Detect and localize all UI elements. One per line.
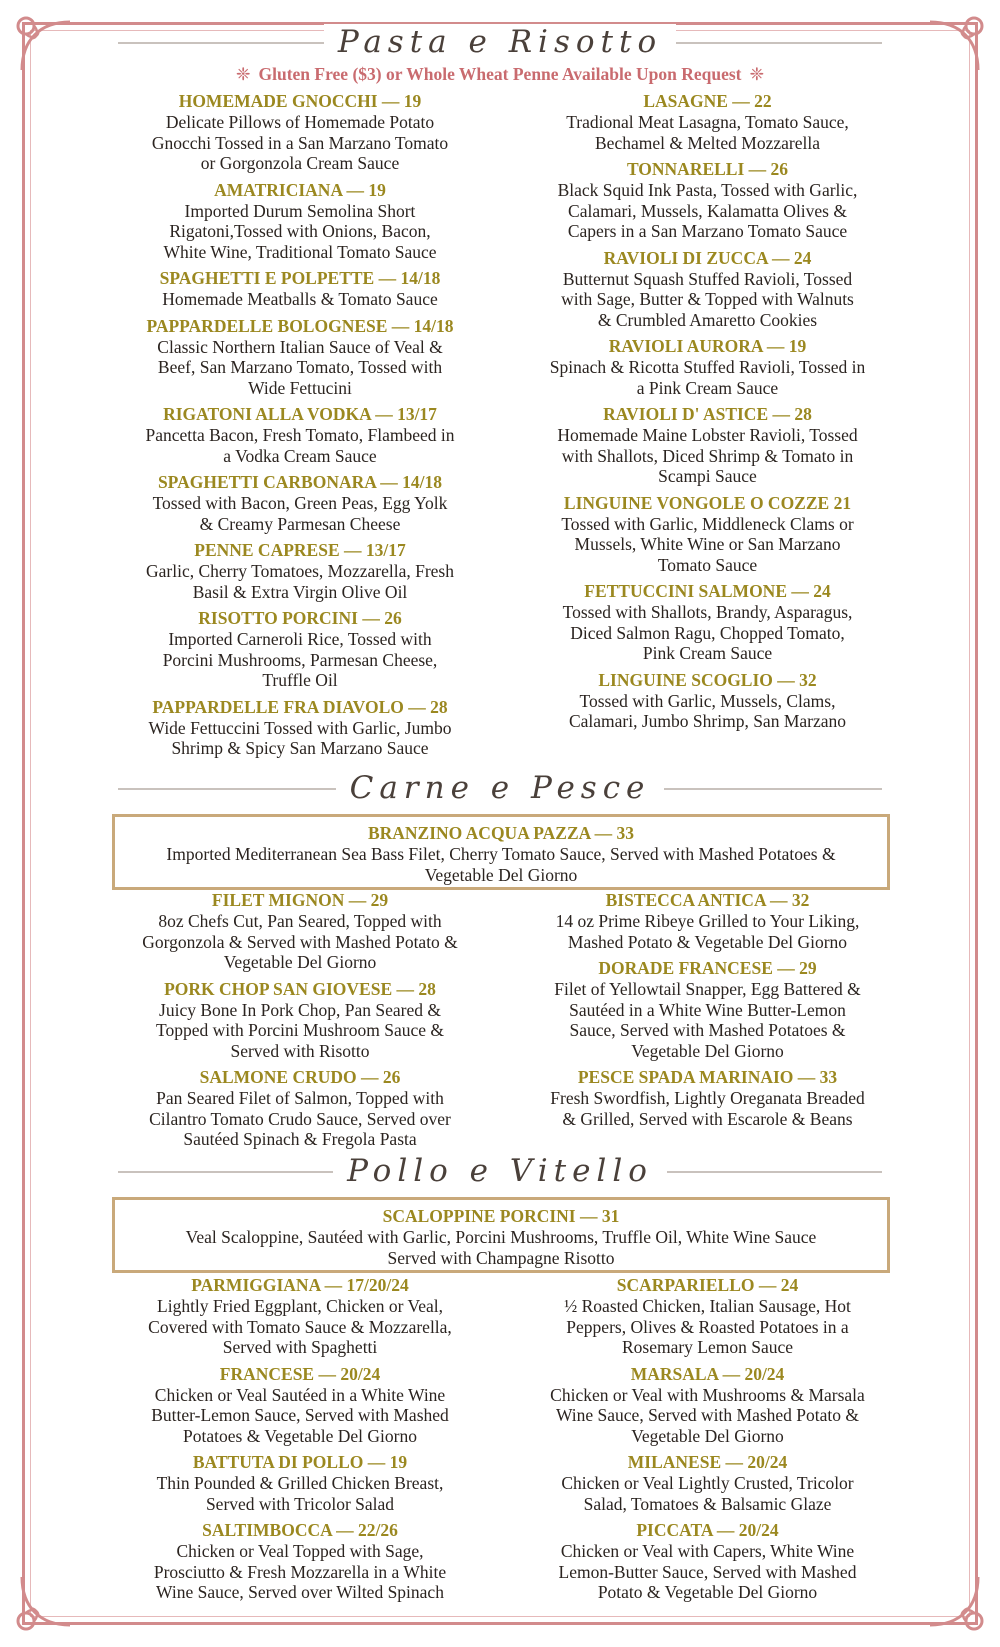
- menu-item: [110, 1067, 490, 1150]
- menu-item: [520, 404, 895, 487]
- item-name: RIGATONI ALLA VODKA — 13/17: [163, 404, 437, 424]
- menu-item: [110, 979, 490, 1062]
- item-desc-line: Veal Scaloppine, Sautéed with Garlic, Porcini Mushrooms, Truffle Oil, White Wine Sauce: [185, 1227, 817, 1247]
- item-desc-line: Homemade Maine Lobster Ravioli, Tossed: [557, 425, 858, 445]
- section-title-pasta: [0, 24, 1000, 60]
- item-desc-line: Topped with Porcini Mushroom Sauce &: [156, 1020, 444, 1040]
- item-name: FETTUCCINI SALMONE — 24: [584, 581, 831, 601]
- item-desc-line: Tossed with Bacon, Green Peas, Egg Yolk: [152, 493, 448, 513]
- item-name: SALMONE CRUDO — 26: [199, 1067, 401, 1087]
- menu-item: [110, 268, 490, 310]
- item-desc-line: Classic Northern Italian Sauce of Veal &: [157, 336, 443, 357]
- menu-item: [520, 890, 895, 952]
- item-desc-line: Wine Sauce, Served over Wilted Spinach: [156, 1582, 444, 1602]
- pollo-left-column: [110, 1275, 490, 1603]
- menu-item: [520, 1067, 895, 1129]
- item-desc-line: Gnocchi Tossed in a San Marzano Tomato: [151, 132, 449, 153]
- menu-item: [110, 91, 490, 174]
- item-name: SPAGHETTI CARBONARA — 14/18: [157, 472, 443, 492]
- carne-left-column: [110, 890, 490, 1150]
- item-desc-line: Peppers, Olives & Roasted Potatoes in a: [566, 1316, 849, 1337]
- item-desc-line: Tossed with Garlic, Mussels, Clams,: [579, 690, 836, 711]
- item-name: RAVIOLI AURORA — 19: [608, 336, 807, 356]
- gluten-free-note: ❈ Gluten Free ($3) or Whole Wheat Penne Available Upon Request ❈: [235, 64, 765, 84]
- item-desc-line: Chicken or Veal Lightly Crusted, Tricolor: [561, 1473, 854, 1493]
- item-name: TONNARELLI — 26: [626, 159, 789, 179]
- item-desc-line: with Shallots, Diced Shrimp & Tomato in: [561, 445, 854, 466]
- item-desc-line: Shrimp & Spicy San Marzano Sauce: [171, 738, 429, 758]
- item-desc-line: Calamari, Mussels, Kalamatta Olives &: [568, 200, 847, 221]
- item-desc-line: Served with Tricolor Salad: [205, 1493, 395, 1514]
- item-desc-line: Juicy Bone In Pork Chop, Pan Seared &: [159, 999, 441, 1020]
- item-desc-line: Tradional Meat Lasagna, Tomato Sauce,: [566, 112, 849, 132]
- item-name: PENNE CAPRESE — 13/17: [194, 540, 406, 560]
- item-name: LASAGNE — 22: [643, 91, 772, 111]
- item-desc-line: Calamari, Jumbo Shrimp, San Marzano: [568, 711, 847, 731]
- item-desc-line: & Grilled, Served with Escarole & Beans: [562, 1108, 853, 1129]
- item-name: FRANCESE — 20/24: [219, 1363, 381, 1384]
- item-desc-line: Tomato Sauce: [657, 554, 758, 575]
- pasta-right-column: [520, 91, 895, 732]
- item-desc-line: Sautéed in a White Wine Butter-Lemon: [569, 999, 846, 1020]
- item-desc-line: Filet of Yellowtail Snapper, Egg Battered &: [554, 979, 861, 999]
- item-desc-line: or Gorgonzola Cream Sauce: [200, 153, 400, 173]
- item-desc-line: Wine Sauce, Served with Mashed Potato &: [555, 1405, 860, 1425]
- pasta-left-column: [110, 91, 490, 759]
- item-desc-line: Fresh Swordfish, Lightly Oreganata Breaded: [550, 1088, 865, 1108]
- item-desc-line: Prosciutto & Fresh Mozzarella in a White: [153, 1561, 447, 1582]
- menu-item: [110, 316, 490, 399]
- featured-item: [115, 1200, 887, 1268]
- item-desc-line: Lightly Fried Eggplant, Chicken or Veal,: [157, 1296, 443, 1316]
- menu-item: [110, 608, 490, 691]
- menu-item: [520, 336, 895, 398]
- item-name: AMATRICIANA — 19: [214, 179, 386, 200]
- menu-item: [520, 1520, 895, 1603]
- item-name: BRANZINO ACQUA PAZZA — 33: [367, 823, 635, 843]
- menu-item: [520, 581, 895, 664]
- item-desc-line: Wide Fettucini: [248, 377, 352, 398]
- item-name: FILET MIGNON — 29: [211, 890, 389, 910]
- item-name: SCALOPPINE PORCINI — 31: [382, 1206, 620, 1226]
- item-desc-line: Served with Spaghetti: [222, 1337, 378, 1357]
- item-desc-line: Pink Cream Sauce: [642, 643, 773, 663]
- item-desc-line: Pancetta Bacon, Fresh Tomato, Flambeed in: [145, 425, 455, 445]
- item-desc-line: Garlic, Cherry Tomatoes, Mozzarella, Fresh: [145, 561, 454, 581]
- item-desc-line: Basil & Extra Virgin Olive Oil: [192, 581, 408, 602]
- menu-item: [520, 670, 895, 732]
- item-desc-line: Chicken or Veal with Capers, White Wine: [560, 1541, 855, 1561]
- item-desc-line: Imported Carneroli Rice, Tossed with: [168, 629, 432, 649]
- menu-item: [520, 248, 895, 331]
- menu-item: [520, 493, 895, 576]
- menu-item: [110, 540, 490, 602]
- item-desc-line: with Sage, Butter & Topped with Walnuts: [561, 289, 854, 309]
- menu-item: [110, 697, 490, 759]
- item-desc-line: & Creamy Parmesan Cheese: [199, 513, 401, 534]
- item-desc-line: Gorgonzola & Served with Mashed Potato &: [142, 931, 458, 952]
- item-name: DORADE FRANCESE — 29: [598, 958, 817, 978]
- item-desc-line: Chicken or Veal with Mushrooms & Marsala: [550, 1384, 865, 1405]
- item-desc-line: Thin Pounded & Grilled Chicken Breast,: [156, 1473, 444, 1493]
- item-desc-line: Rigatoni,Tossed with Onions, Bacon,: [169, 221, 431, 241]
- item-desc-line: Homemade Meatballs & Tomato Sauce: [162, 289, 438, 309]
- item-name: MARSALA — 20/24: [630, 1363, 785, 1384]
- item-desc-line: 14 oz Prime Ribeye Grilled to Your Liking,: [555, 911, 860, 931]
- menu-item: [110, 890, 490, 973]
- section-title-text: Carne e Pesce: [336, 770, 665, 806]
- featured-item: [115, 817, 887, 885]
- item-name: PARMIGGIANA — 17/20/24: [191, 1275, 409, 1295]
- section-title-carne: [0, 770, 1000, 806]
- section-title-text: Pasta e Risotto: [324, 24, 676, 60]
- item-desc-line: Porcini Mushrooms, Parmesan Cheese,: [162, 649, 438, 670]
- item-desc-line: Potato & Vegetable Del Giorno: [597, 1582, 818, 1602]
- item-desc-line: Covered with Tomato Sauce & Mozzarella,: [148, 1316, 452, 1337]
- item-name: PESCE SPADA MARINAIO — 33: [577, 1067, 838, 1087]
- item-desc-line: Vegetable Del Giorno: [424, 864, 578, 885]
- menu-item: [110, 180, 490, 263]
- item-desc-line: Rosemary Lemon Sauce: [621, 1337, 794, 1357]
- section-title-pollo: [0, 1153, 1000, 1189]
- menu-item: [520, 1275, 895, 1358]
- item-desc-line: Scampi Sauce: [658, 466, 757, 486]
- item-desc-line: White Wine, Traditional Tomato Sauce: [163, 241, 437, 262]
- menu-item: [110, 1520, 490, 1603]
- item-desc-line: Served with Risotto: [230, 1040, 370, 1061]
- item-desc-line: Chicken or Veal Sautéed in a White Wine: [154, 1384, 446, 1405]
- section-title-text: Pollo e Vitello: [333, 1153, 667, 1189]
- item-name: HOMEMADE GNOCCHI — 19: [178, 91, 422, 111]
- item-desc-line: Potatoes & Vegetable Del Giorno: [183, 1425, 417, 1446]
- corner-flourish-icon: [10, 1567, 80, 1637]
- menu-item: [110, 1452, 490, 1514]
- carne-right-column: [520, 890, 895, 1129]
- item-desc-line: Spinach & Ricotta Stuffed Ravioli, Tossed in: [549, 357, 866, 377]
- item-desc-line: & Crumbled Amaretto Cookies: [597, 309, 818, 330]
- item-desc-line: Lemon-Butter Sauce, Served with Mashed: [558, 1561, 857, 1582]
- item-desc-line: Wide Fettuccini Tossed with Garlic, Jumbo: [148, 717, 452, 738]
- item-desc-line: Black Squid Ink Pasta, Tossed with Garlic,: [557, 180, 858, 200]
- corner-flourish-icon: [920, 1567, 990, 1637]
- item-desc-line: Tossed with Shallots, Brandy, Asparagus,: [562, 602, 853, 622]
- item-desc-line: Delicate Pillows of Homemade Potato: [165, 112, 435, 132]
- item-desc-line: a Pink Cream Sauce: [636, 377, 779, 398]
- pollo-right-column: [520, 1275, 895, 1603]
- menu-item: [520, 91, 895, 153]
- item-desc-line: 8oz Chefs Cut, Pan Seared, Topped with: [158, 911, 442, 931]
- item-desc-line: Pan Seared Filet of Salmon, Topped with: [156, 1088, 444, 1108]
- item-desc-line: Vegetable Del Giorno: [631, 1425, 784, 1446]
- item-desc-line: Butter-Lemon Sauce, Served with Mashed: [151, 1405, 449, 1425]
- item-name: PORK CHOP SAN GIOVESE — 28: [164, 978, 436, 999]
- item-name: BATTUTA DI POLLO — 19: [192, 1452, 408, 1472]
- menu-item: [520, 1364, 895, 1447]
- item-name: RAVIOLI D' ASTICE — 28: [603, 404, 812, 424]
- sparkle-icon: ❈: [749, 64, 765, 84]
- item-desc-line: Bechamel & Melted Mozzarella: [595, 132, 820, 153]
- item-name: MILANESE — 20/24: [627, 1452, 788, 1472]
- menu-item: [110, 1275, 490, 1358]
- item-name: RAVIOLI DI ZUCCA — 24: [603, 247, 812, 268]
- item-name: LINGUINE VONGOLE O COZZE 21: [563, 492, 852, 513]
- item-desc-line: Mashed Potato & Vegetable Del Giorno: [567, 931, 848, 952]
- item-name: BISTECCA ANTICA — 32: [605, 890, 810, 910]
- item-desc-line: Sautéed Spinach & Fregola Pasta: [183, 1129, 417, 1149]
- item-desc-line: Beef, San Marzano Tomato, Tossed with: [157, 357, 443, 377]
- menu-item: [110, 1364, 490, 1447]
- menu-item: [520, 159, 895, 242]
- item-desc-line: Sauce, Served with Mashed Potatoes &: [569, 1020, 846, 1040]
- item-desc-line: Tossed with Garlic, Middleneck Clams or: [561, 513, 854, 534]
- featured-box-scaloppine: [112, 1197, 890, 1273]
- item-name: PAPPARDELLE FRA DIAVOLO — 28: [152, 696, 448, 717]
- item-desc-line: ½ Roasted Chicken, Italian Sausage, Hot: [564, 1296, 851, 1316]
- item-name: SALTIMBOCCA — 22/26: [202, 1520, 398, 1540]
- menu-item: [520, 1452, 895, 1514]
- item-name: SCARPARIELLO — 24: [616, 1275, 799, 1295]
- item-name: SPAGHETTI E POLPETTE — 14/18: [159, 268, 441, 288]
- item-desc-line: Vegetable Del Giorno: [631, 1040, 784, 1061]
- item-desc-line: Mussels, White Wine or San Marzano: [574, 534, 841, 554]
- item-name: LINGUINE SCOGLIO — 32: [598, 669, 817, 690]
- item-desc-line: Imported Mediterranean Sea Bass Filet, Cherry Tomato Sauce, Served with Mashed Potatoes &: [166, 844, 836, 864]
- sparkle-icon: ❈: [235, 64, 251, 84]
- item-name: PAPPARDELLE BOLOGNESE — 14/18: [146, 315, 454, 336]
- item-desc-line: Imported Durum Semolina Short: [184, 200, 416, 221]
- item-name: PICCATA — 20/24: [636, 1520, 779, 1540]
- menu-item: [520, 958, 895, 1061]
- item-desc-line: Diced Salmon Ragu, Chopped Tomato,: [570, 622, 845, 643]
- item-desc-line: Vegetable Del Giorno: [223, 952, 377, 972]
- item-desc-line: Chicken or Veal Topped with Sage,: [176, 1541, 424, 1561]
- item-desc-line: Truffle Oil: [262, 670, 338, 690]
- item-desc-line: Cilantro Tomato Crudo Sauce, Served over: [149, 1108, 451, 1129]
- featured-box-branzino: [112, 814, 890, 890]
- item-desc-line: Butternut Squash Stuffed Ravioli, Tossed: [562, 268, 853, 289]
- item-desc-line: Salad, Tomatoes & Balsamic Glaze: [583, 1493, 832, 1514]
- item-desc-line: a Vodka Cream Sauce: [223, 445, 377, 466]
- item-desc-line: Capers in a San Marzano Tomato Sauce: [567, 221, 848, 241]
- menu-item: [110, 404, 490, 466]
- menu-item: [110, 472, 490, 534]
- item-name: RISOTTO PORCINI — 26: [198, 608, 402, 628]
- item-desc-line: Served with Champagne Risotto: [387, 1247, 615, 1268]
